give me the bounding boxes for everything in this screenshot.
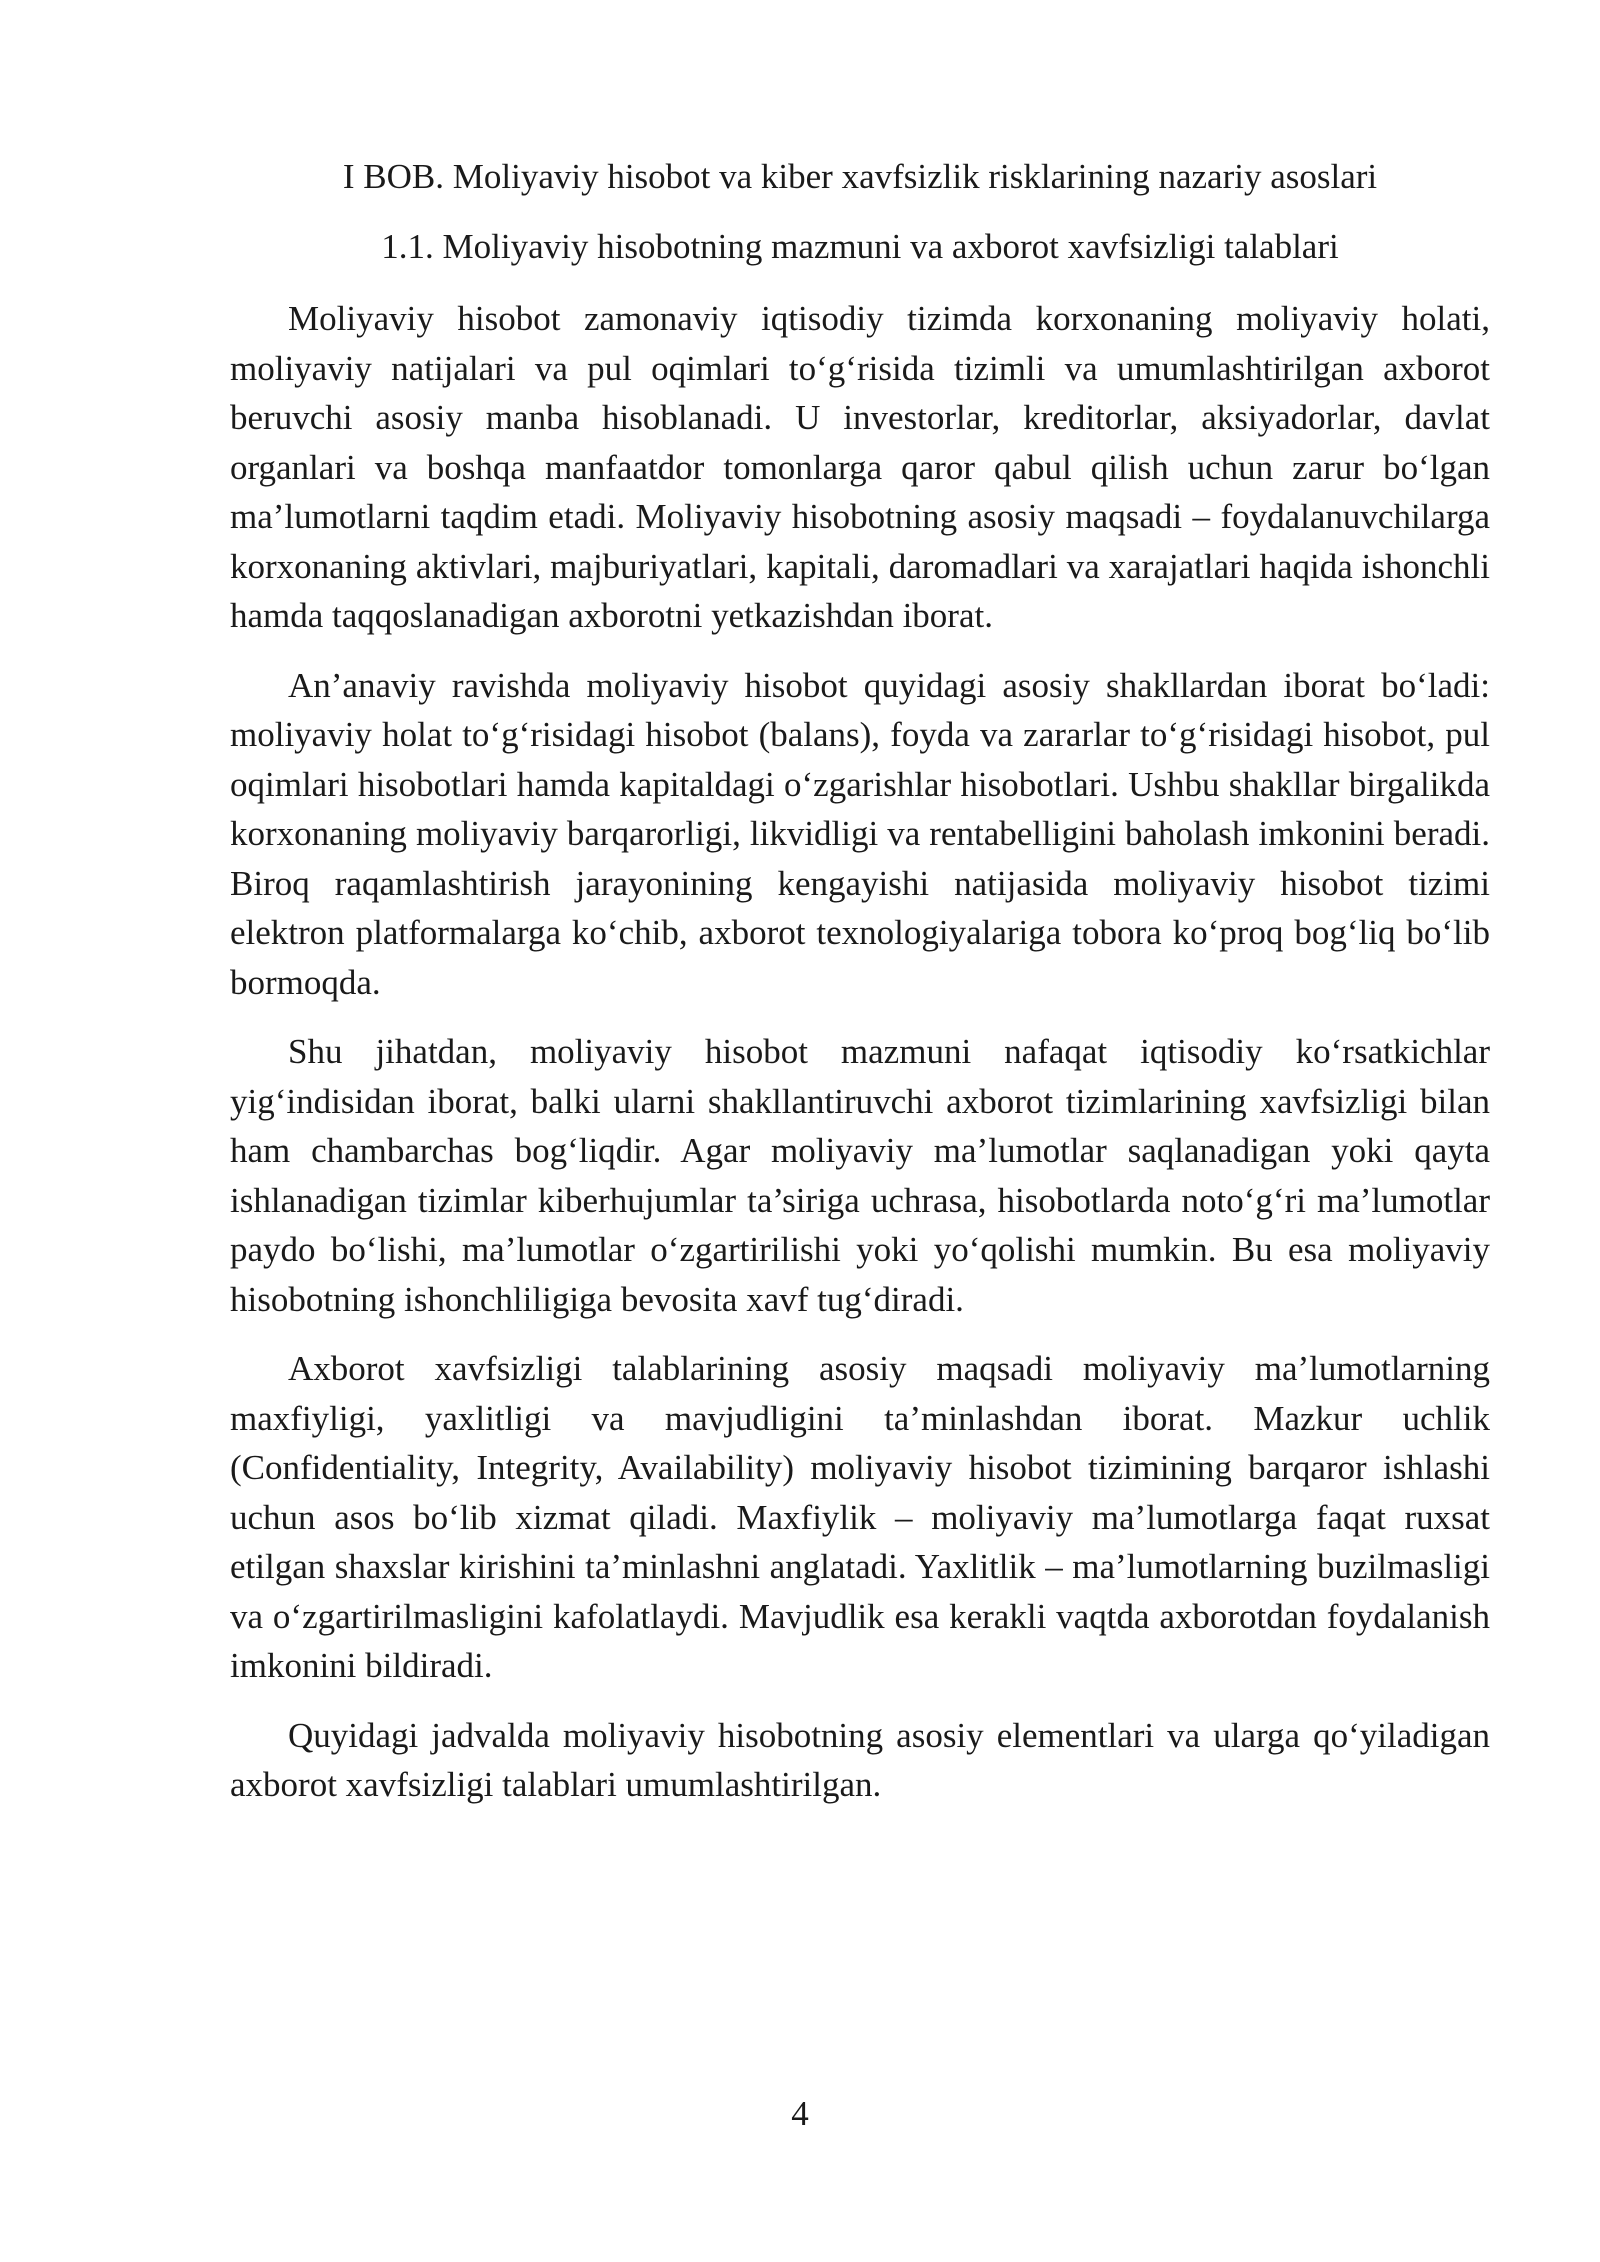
chapter-title: I BOB. Moliyaviy hisobot va kiber xavfsizlik risklarining nazariy asoslari <box>342 157 1378 196</box>
page-number: 4 <box>791 2094 809 2133</box>
paragraph-2: An’anaviy ravishda moliyaviy hisobot quyidagi asosiy shakllardan iborat bo‘ladi: moliyaviy holat to‘g‘risidagi hisobot (balans), foyda va zararlar to‘g‘risidagi hisobot, pul oqimlari hisobotlari hamda kapitaldagi o‘zgarishlar hisobotlari. Ushbu shakllar birgalikda korxonaning moliyaviy barqarorligi, likvidligi va rentabelligini baholash imkonini beradi. Biroq raqamlashtirish jarayonining kengayishi natijasida moliyaviy hisobot tizimi elektron platformalarga ko‘chib, axborot texnologiyalariga tobora ko‘proq bog‘liq bo‘lib bormoqda. <box>230 665 1490 1002</box>
paragraph-5: Quyidagi jadvalda moliyaviy hisobotning asosiy elementlari va ularga qo‘yiladigan axborot xavfsizligi talablari umumlashtirilgan. <box>230 1715 1490 1804</box>
body-text <box>230 294 1490 1830</box>
paragraph-1: Moliyaviy hisobot zamonaviy iqtisodiy tizimda korxonaning moliyaviy holati, moliyaviy natijalari va pul oqimlari to‘g‘risida tizimli va umumlashtirilgan axborot beruvchi asosiy manba hisoblanadi. U investorlar, kreditorlar, aksiyadorlar, davlat organlari va boshqa manfaatdor tomonlarga qaror qabul qilish uchun zarur bo‘lgan ma’lumotlarni taqdim etadi. Moliyaviy hisobotning asosiy maqsadi – foydalanuvchilarga korxonaning aktivlari, majburiyatlari, kapitali, daromadlari va xarajatlari haqida ishonchli hamda taqqoslanadigan axborotni yetkazishdan iborat. <box>230 299 1490 635</box>
paragraph-4: Axborot xavfsizligi talablarining asosiy maqsadi moliyaviy ma’lumotlarning maxfiyligi, yaxlitligi va mavjudligini ta’minlashdan iborat. Mazkur uchlik (Confidentiality, Integrity, Availability) moliyaviy hisobot tizimining barqaror ishlashi uchun asos bo‘lib xizmat qiladi. Maxfiylik – moliyaviy ma’lumotlarga faqat ruxsat etilgan shaxslar kirishini ta’minlashni anglatadi. Yaxlitlik – ma’lumotlarning buzilmasligi va o‘zgartirilmasligini kafolatlaydi. Mavjudlik esa kerakli vaqtda axborotdan foydalanish imkonini bildiradi. <box>230 1349 1490 1685</box>
section-title: 1.1. Moliyaviy hisobotning mazmuni va axborot xavfsizligi talablari <box>381 227 1339 266</box>
paragraph-3: Shu jihatdan, moliyaviy hisobot mazmuni nafaqat iqtisodiy ko‘rsatkichlar yig‘indisidan iborat, balki ularni shakllantiruvchi axborot tizimlarining xavfsizligi bilan ham chambarchas bog‘liqdir. Agar moliyaviy ma’lumotlar saqlanadigan yoki qayta ishlanadigan tizimlar kiberhujumlar ta’siriga uchrasa, hisobotlarda noto‘g‘ri ma’lumotlar paydo bo‘lishi, ma’lumotlar o‘zgartirilishi yoki yo‘qolishi mumkin. Bu esa moliyaviy hisobotning ishonchliligiga bevosita xavf tug‘diradi. <box>230 1032 1490 1319</box>
